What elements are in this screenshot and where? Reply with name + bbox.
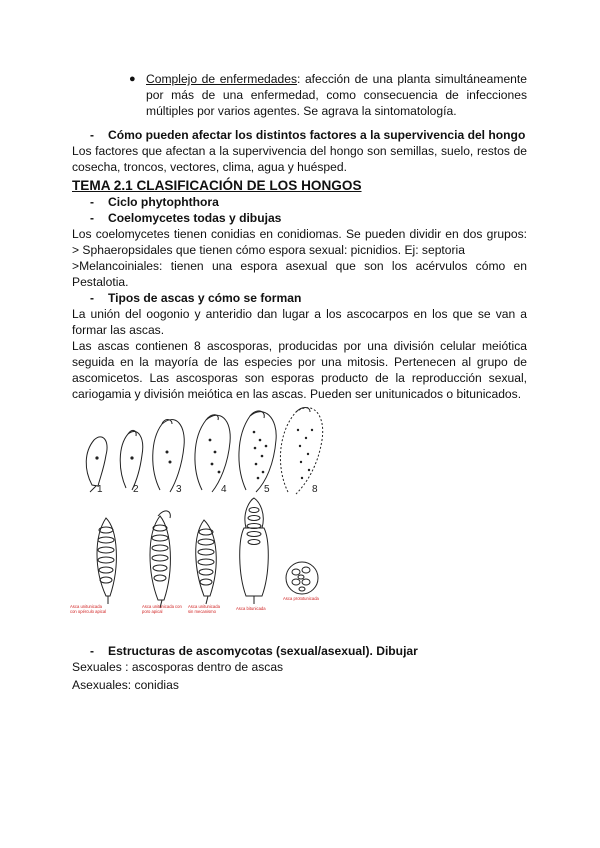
bullet-dot: ● <box>129 73 136 85</box>
section-title: TEMA 2.1 CLASIFICACIÓN DE LOS HONGOS <box>72 178 362 193</box>
caption-2-line-2: poro apical <box>142 609 163 614</box>
coelomycetes-line-4: Pestalotia. <box>72 275 129 289</box>
complejo-line-2: por más de una enfermedad, como consecuencia de infecciones <box>146 88 527 102</box>
dash-marker: - <box>90 195 94 209</box>
ascas-line-1: La unión del oogonio y anteridio dan lugar a los ascocarpos en los que se van a <box>72 307 527 321</box>
dash-marker: - <box>90 291 94 305</box>
heading-coelomycetes: Coelomycetes todas y dibujas <box>108 211 282 225</box>
ascas-line-2: formar las ascas. <box>72 323 165 337</box>
caption-5: Asca prototunicada <box>283 596 319 601</box>
complejo-line-1: Complejo de enfermedades: afección de una planta simultáneamente <box>146 72 527 86</box>
estructuras-asexuales: Asexuales: conidias <box>72 678 179 692</box>
ascus-prototunicate <box>196 520 217 604</box>
ascas-line-6: cariogamia y división meiótica en las ascas. Pueden ser unitunicados o bitunicados. <box>72 387 522 401</box>
coelomycetes-line-2: > Sphaeropsidales que tienen cómo espora sexual: picnidios. Ej: septoria <box>72 243 465 257</box>
ascus-stage-4 <box>195 415 230 492</box>
caption-1-line-2: con opérculo apical <box>70 609 107 614</box>
coelomycetes-line-3: >Melancoiniales: tienen una espora asexual que son los acérvulos cómo en <box>72 259 527 273</box>
ascus-bitunicate <box>240 498 269 604</box>
ascus-stage-5 <box>239 411 276 492</box>
caption-2-line-1: Asca unitunicada con <box>142 604 182 609</box>
stage-label-5: 5 <box>264 484 270 495</box>
factores-line-1: Los factores que afectan a la supervivencia del hongo son semillas, suelo, restos de <box>72 144 527 158</box>
ascas-line-3: Las ascas contienen 8 ascosporas, producidas por una división celular meiótica <box>72 339 527 353</box>
dash-marker: - <box>90 128 94 142</box>
ascus-unitunicate-operculate <box>97 518 116 604</box>
coelomycetes-line-1: Los coelomycetes tienen conidias en conidiomas. Se pueden dividir en dos grupos: <box>72 227 527 241</box>
heading-ciclo: Ciclo phytophthora <box>108 195 219 209</box>
heading-ascas: Tipos de ascas y cómo se forman <box>108 291 302 305</box>
dash-marker: - <box>90 644 94 658</box>
stage-label-3: 3 <box>176 484 182 495</box>
complejo-term: Complejo de enfermedades <box>146 72 298 86</box>
stage-label-2: 2 <box>133 484 139 495</box>
stage-label-4: 4 <box>221 484 227 495</box>
ascus-unitunicate-inoperculate <box>150 511 170 608</box>
ascus-stage-2 <box>120 430 142 490</box>
heading-factores: Cómo pueden afectar los distintos factores a la supervivencia del hongo <box>108 128 526 142</box>
complejo-line-3: múltiples por varios agentes. Se agrava la sintomatología. <box>146 104 457 118</box>
factores-line-2: cosecha, troncos, vectores, clima, agua y huésped. <box>72 160 347 174</box>
dash-marker: - <box>90 211 94 225</box>
caption-4: Asca bitunicada <box>236 606 266 611</box>
heading-estructuras: Estructuras de ascomycotas (sexual/asexual). Dibujar <box>108 644 418 658</box>
ascas-line-5: ascomicetos. Las ascosporas son esporas producto de la reproducción sexual, <box>72 371 527 385</box>
ascus-stage-3 <box>153 420 185 493</box>
ascas-line-4: seguida en la mayoría de las especies por una mitosis. Pertenecen al grupo de <box>72 355 527 369</box>
ascus-stage-6 <box>280 408 322 495</box>
stage-label-1: 1 <box>97 484 103 495</box>
ascus-prototunicate-round <box>286 562 318 594</box>
estructuras-sexuales: Sexuales : ascosporas dentro de ascas <box>72 660 284 674</box>
caption-3-line-2: sin mecanismo <box>188 609 216 614</box>
caption-3-line-1: Asca unitunicada <box>188 604 220 609</box>
stage-label-6: 8 <box>312 484 318 495</box>
caption-1-line-1: Asca unitunicada <box>70 604 102 609</box>
